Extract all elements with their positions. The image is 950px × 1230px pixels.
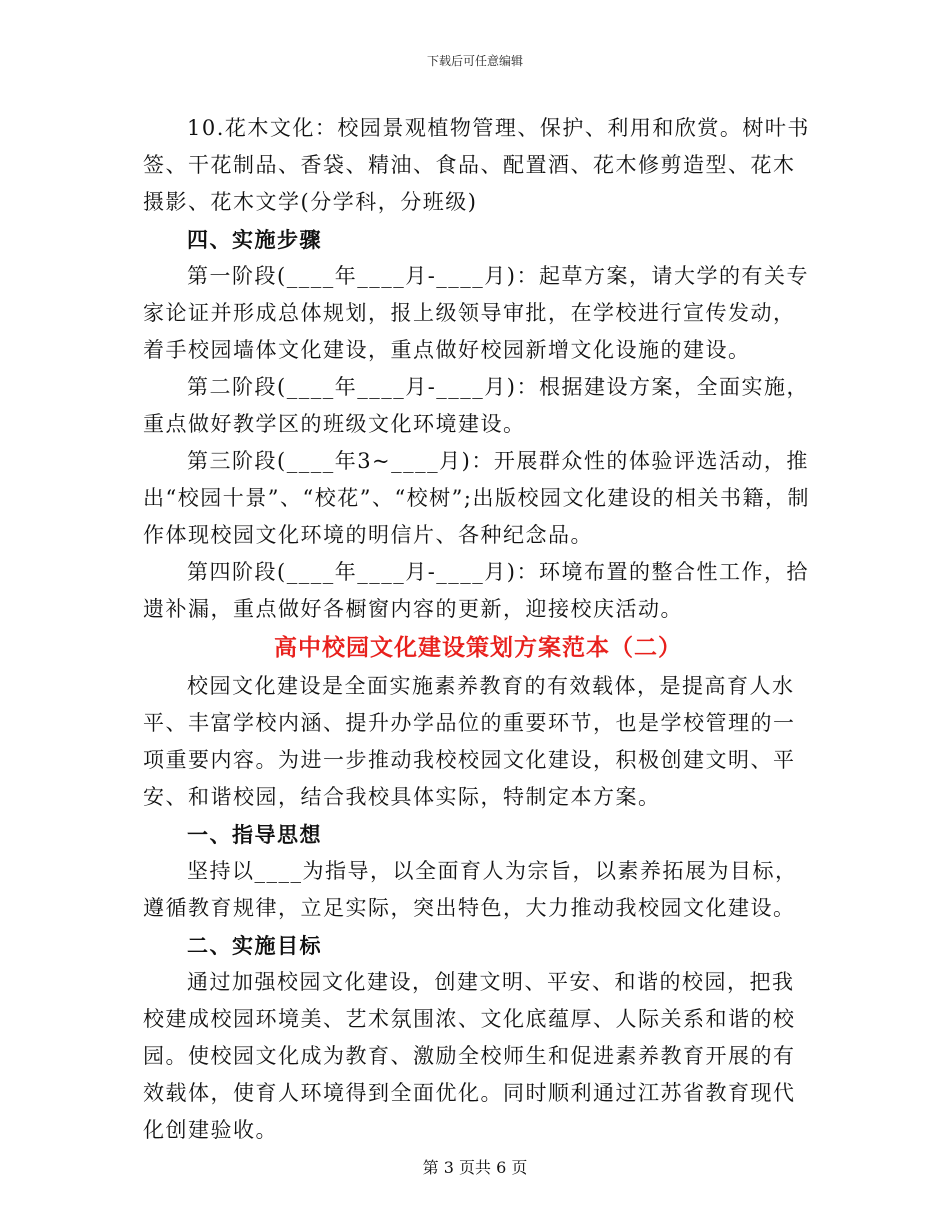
section-heading-implementation-steps: 四、实施步骤 <box>187 227 322 252</box>
section-heading-guiding-ideology: 一、指导思想 <box>187 822 322 847</box>
paragraph-flower-culture: 10.花木文化：校园景观植物管理、保护、利用和欣赏。树叶书签、干花制品、香袋、精油、食品、配置酒、花木修剪造型、花木摄影、花木文学(分学科，分班级) <box>143 116 810 214</box>
paragraph-stage-one: 第一阶段(____年____月-____月)：起草方案，请大学的有关专家论证并形成总体规划，报上级领导审批，在学校进行宣传发动，着手校园墙体文化建设，重点做好校园新增文化设施的建设。 <box>143 264 809 362</box>
paragraph-introduction: 校园文化建设是全面实施素养教育的有效载体，是提高育人水平、丰富学校内涵、提升办学品位的重要环节，也是学校管理的一项重要内容。为进一步推动我校校园文化建设，积极创建文明、平安、和谐校园，结合我校具体实际，特制定本方案。 <box>143 674 796 809</box>
paragraph-stage-two: 第二阶段(____年____月-____月)：根据建设方案，全面实施，重点做好教学区的班级文化环境建设。 <box>143 375 809 436</box>
page-header: 下载后可任意编辑 <box>426 54 523 68</box>
document-title: 高中校园文化建设策划方案范本（二） <box>274 634 682 661</box>
page-footer: 第 3 页共 6 页 <box>422 1158 528 1177</box>
paragraph-stage-three: 第三阶段(____年3~____月)：开展群众性的体验评选活动，推出“校园十景”、“校花”、“校树”;出版校园文化建设的相关书籍，制作体现校园文化环境的明信片、各种纪念品。 <box>143 449 810 547</box>
paragraph-guiding-ideology: 坚持以____为指导，以全面育人为宗旨，以素养拓展为目标，遵循教育规律，立足实际，突出特色，大力推动我校园文化建设。 <box>143 859 798 920</box>
section-heading-implementation-goals: 二、实施目标 <box>187 933 322 958</box>
paragraph-implementation-goals: 通过加强校园文化建设，创建文明、平安、和谐的校园，把我校建成校园环境美、艺术氛围浓、文化底蕴厚、人际关系和谐的校园。使校园文化成为教育、激励全校师生和促进素养教育开展的有效载体，使育人环境得到全面优化。同时顺利通过江苏省教育现代化创建验收。 <box>143 970 796 1142</box>
paragraph-stage-four: 第四阶段(____年____月-____月)：环境布置的整合性工作，拾遗补漏，重点做好各橱窗内容的更新，迎接校庆活动。 <box>143 560 809 621</box>
document-body <box>143 110 813 1149</box>
